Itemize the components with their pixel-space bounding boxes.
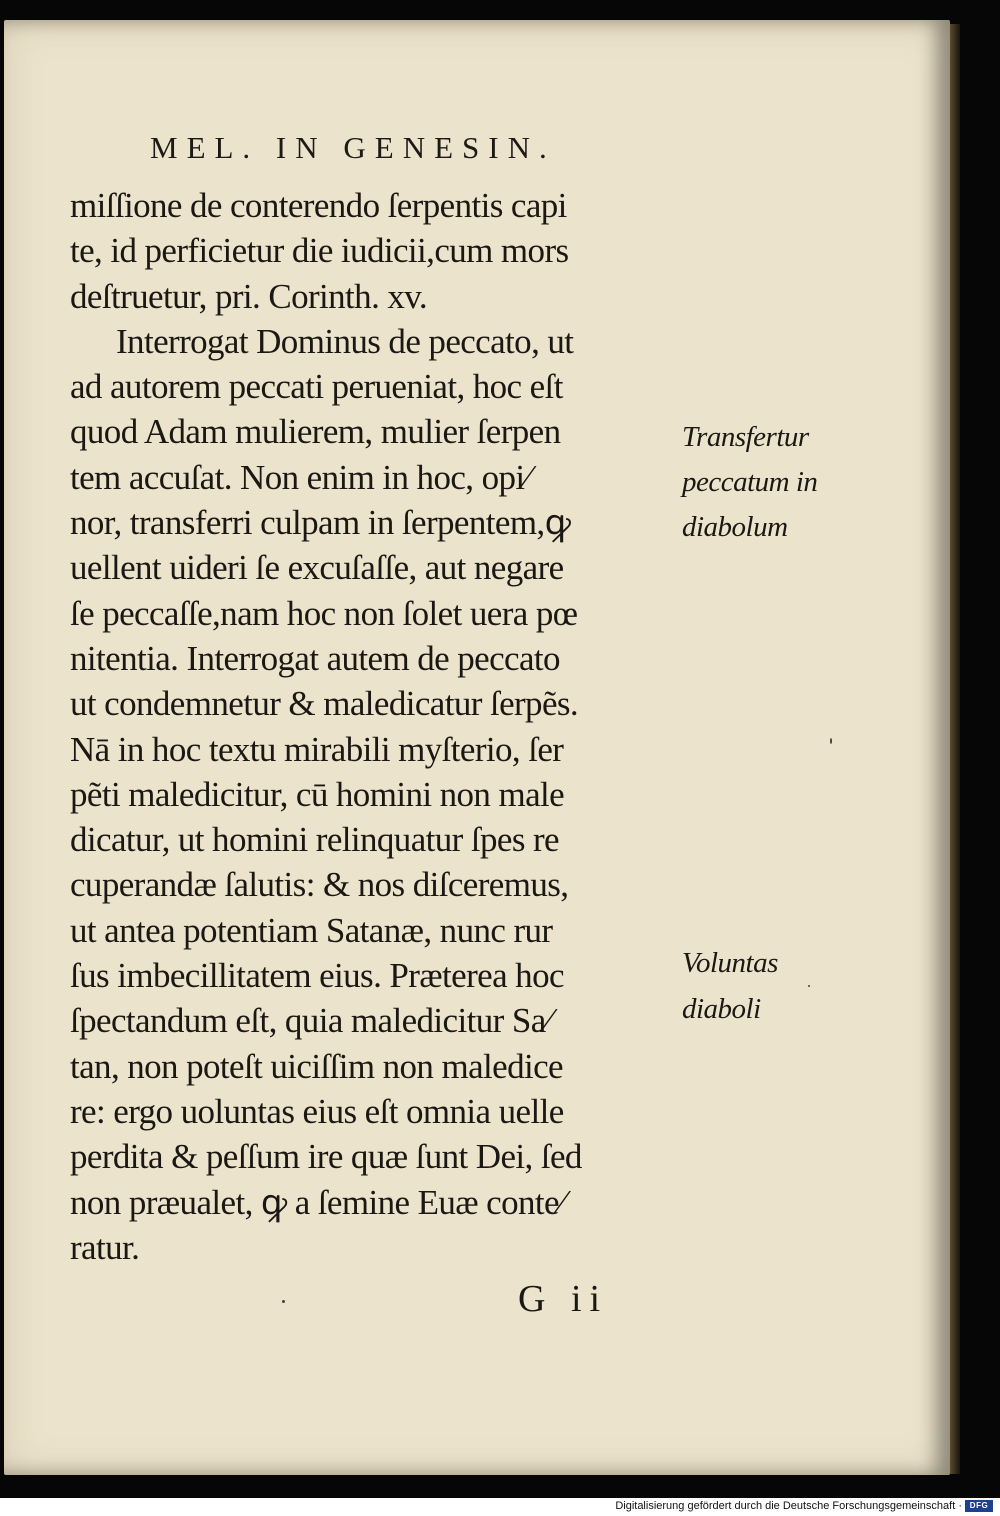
text-line: ut antea potentiam Satanæ, nunc rur — [70, 910, 553, 950]
text-line: ſe peccaſſe,nam hoc non ſolet uera pœ — [70, 593, 578, 633]
text-line: Nā in hoc textu mirabili myſterio, ſer — [70, 729, 564, 769]
text-line: ſpectandum eſt, quia maledicitur Sa⁄ — [70, 1001, 551, 1041]
ink-speck — [808, 985, 810, 987]
text-line: nitentia. Interrogat autem de peccato — [70, 638, 560, 678]
main-text-block — [70, 183, 680, 1270]
signature-mark: G ii — [518, 1278, 609, 1320]
text-line: pẽti maledicitur, cū homini non male — [70, 774, 565, 814]
text-line: tem accuſat. Non enim in hoc, opi⁄ — [70, 457, 530, 497]
text-line: miſſione de conterendo ſerpentis capi — [70, 186, 567, 225]
marginal-note-line: peccatum in — [682, 466, 818, 498]
text-line: dicatur, ut homini relinquatur ſpes re — [70, 820, 559, 860]
text-line: nor, transferri culpam in ſerpentem,ꝙ — [70, 503, 571, 543]
text-line: Interrogat Dominus de peccato, ut — [116, 321, 574, 361]
text-line: deſtruetur, pri. Corinth. xv. — [70, 276, 428, 316]
ink-speck — [830, 738, 832, 744]
marginal-note-line: Transfertur — [682, 421, 809, 453]
dfg-logo-icon: DFG — [965, 1500, 993, 1512]
text-line: re: ergo uoluntas eius eſt omnia uelle — [70, 1091, 564, 1131]
text-line: ſus imbecillitatem eius. Præterea hoc — [70, 956, 564, 996]
text-line: ut condemnetur & maledicatur ſerpẽs. — [70, 684, 579, 724]
text-line: ratur. — [70, 1227, 140, 1267]
page-edge-shadow — [950, 24, 960, 1474]
running-head: MEL. IN GENESIN. — [150, 130, 556, 165]
marginal-note-line: Voluntas — [682, 947, 778, 979]
text-line: tan, non poteſt uiciſſim non maledice — [70, 1046, 563, 1086]
text-line: perdita & peſſum ire quæ ſunt Dei, ſed — [70, 1137, 582, 1177]
ink-speck — [282, 1300, 285, 1303]
dfg-credit-text: Digitalisierung gefördert durch die Deutsche Forschungsgemeinschaft · — [615, 1500, 962, 1512]
text-line: te, id perficietur die iudicii,cum mors — [70, 231, 569, 271]
text-line: quod Adam mulierem, mulier ſerpen — [70, 412, 561, 452]
marginal-note-voluntas — [682, 940, 778, 1032]
text-line: uellent uideri ſe excuſaſſe, aut negare — [70, 548, 564, 588]
text-line: non præualet, ꝙ a ſemine Euæ conte⁄ — [70, 1182, 565, 1222]
marginal-note-line: diaboli — [682, 993, 761, 1025]
text-line: ad autorem peccati perueniat, hoc eſt — [70, 367, 563, 407]
marginal-note-line: diabolum — [682, 511, 788, 543]
marginal-note-transfertur — [682, 415, 817, 550]
text-line: cuperandæ ſalutis: & nos diſceremus, — [70, 865, 569, 905]
